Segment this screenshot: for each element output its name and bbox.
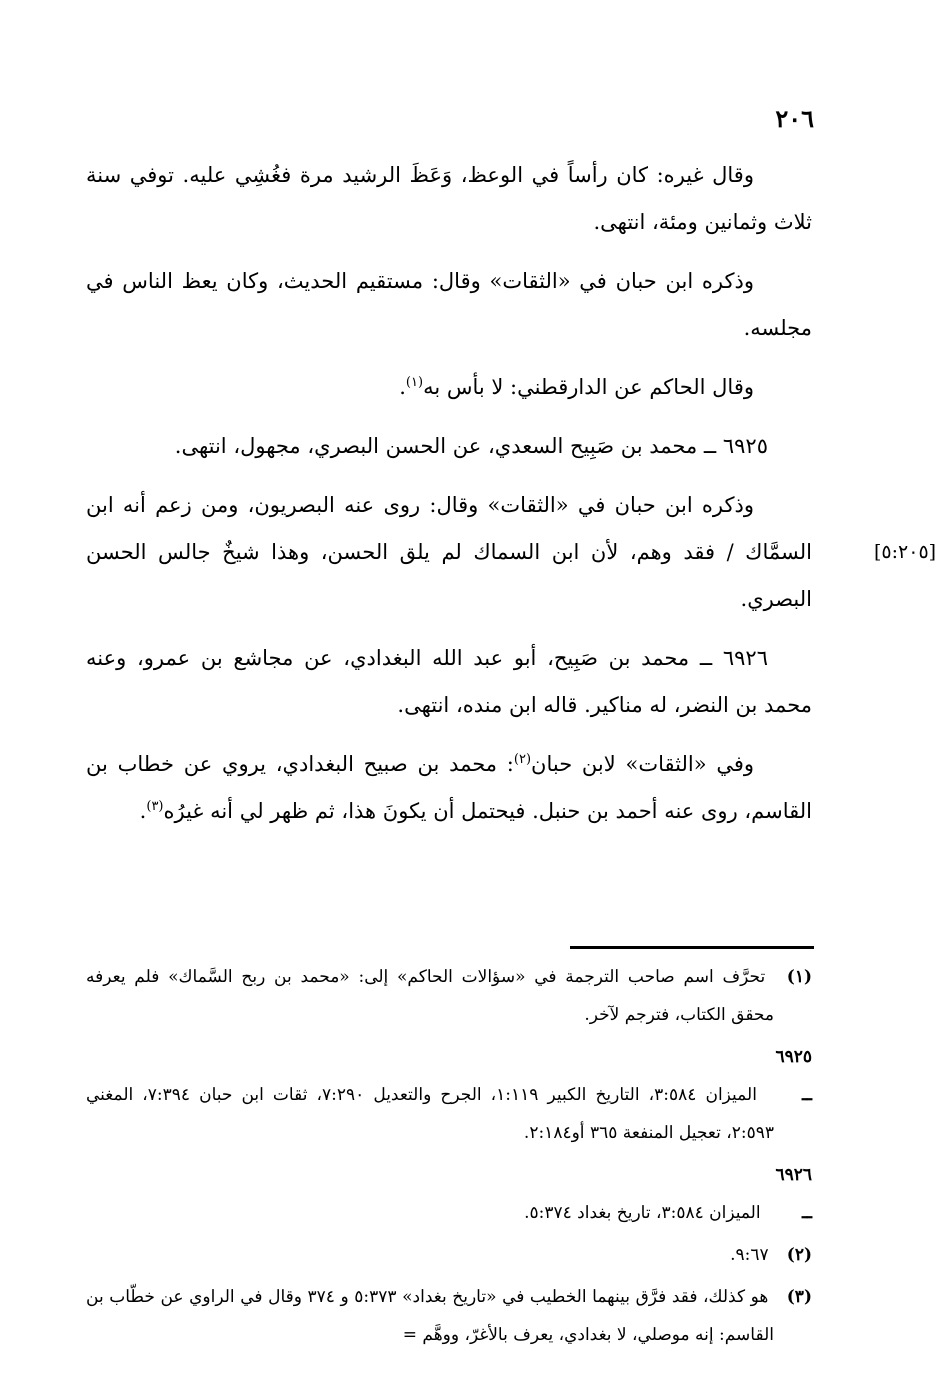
footnote-ref: (٣)	[146, 799, 164, 814]
paragraph	[86, 482, 936, 623]
footnote-label: (٣)	[786, 1287, 812, 1307]
footnote	[86, 1278, 812, 1354]
footnote-label: (١)	[786, 967, 812, 987]
entry-6926	[86, 635, 812, 729]
paragraph	[86, 258, 812, 352]
footnote-label: ٦٩٢٥ ــ	[775, 1047, 812, 1105]
paragraph	[86, 364, 812, 411]
paragraph-text: وذكره ابن حبان في «الثقات» وقال: روى عنه البصريون، ومن زعم أنه ابن السمَّاك / فقد وهم، لأن ابن السماك لم يلق الحسن، وهذا شيخٌ جالس الحسن البصري.	[86, 493, 812, 611]
footnote-text: ٩:٦٧.	[730, 1245, 769, 1265]
footnote-label: ٦٩٢٦ ــ	[775, 1165, 812, 1223]
page-number: ٢٠٦	[775, 104, 814, 133]
footnotes	[86, 958, 812, 1358]
main-text	[86, 152, 936, 847]
paragraph-text: وفي «الثقات» لابن حبان	[531, 752, 754, 776]
paragraph-end: .	[399, 375, 406, 399]
paragraph	[86, 152, 812, 246]
footnote-text: الميزان ٣:٥٨٤، التاريخ الكبير ١:١١٩، الجرح والتعديل ٧:٢٩٠، ثقات ابن حبان ٧:٣٩٤، المغني ٢:٥٩٣، تعجيل المنفعة ٣٦٥ أو٢:١٨٤.	[86, 1085, 774, 1143]
footnote-ref: (٢)	[513, 752, 532, 767]
footnote	[86, 1156, 812, 1232]
entry-text: ٦٩٢٦ ــ محمد بن صَبِيح، أبو عبد الله البغدادي، عن مجاشع بن عمرو، وعنه محمد بن النضر، له مناكير. قاله ابن منده، انتهى.	[86, 646, 812, 717]
margin-reference: [٥:٢٠٥]	[874, 541, 936, 563]
footnote-ref: (١)	[405, 375, 424, 390]
footnote-text: تحرَّف اسم صاحب الترجمة في «سؤالات الحاكم» إلى: «محمد بن ربح السَّماك» فلم يعرفه محقق الكتاب، فترجم لآخر.	[86, 967, 774, 1025]
footnote	[86, 1038, 812, 1152]
footnote-label: (٢)	[786, 1245, 812, 1265]
footnote-text: هو كذلك، فقد فرَّق بينهما الخطيب في «تاريخ بغداد» ٥:٣٧٣ و ٣٧٤ وقال في الراوي عن خطّاب بن القاسم: إنه موصلي، لا بغدادي، يعرف بالأغرّ، ووهَّم =	[86, 1287, 774, 1345]
footnote	[86, 1236, 812, 1274]
paragraph	[86, 741, 812, 835]
entry-6925	[86, 423, 812, 470]
paragraph-text: وذكره ابن حبان في «الثقات» وقال: مستقيم الحديث، وكان يعظ الناس في مجلسه.	[86, 269, 812, 340]
paragraph-text: : محمد بن صبيح البغدادي، يروي عن خطاب بن القاسم، روى عنه أحمد بن حنبل. فيحتمل أن يكونَ هذا، ثم ظهر لي أنه غيرُه	[86, 752, 812, 823]
paragraph-text: وقال الحاكم عن الدارقطني: لا بأس به	[423, 375, 754, 399]
paragraph-end: .	[139, 799, 147, 823]
footnote-text: الميزان ٣:٥٨٤، تاريخ بغداد ٥:٣٧٤.	[524, 1203, 761, 1223]
paragraph-text: وقال غيره: كان رأساً في الوعظ، وَعَظَ الرشيد مرة فغُشِي عليه. توفي سنة ثلاث وثمانين ومئة، انتهى.	[86, 163, 812, 234]
footnote-divider	[570, 946, 814, 949]
entry-text: ٦٩٢٥ ــ محمد بن صَبِيح السعدي، عن الحسن البصري، مجهول، انتهى.	[174, 434, 768, 458]
footnote	[86, 958, 812, 1034]
